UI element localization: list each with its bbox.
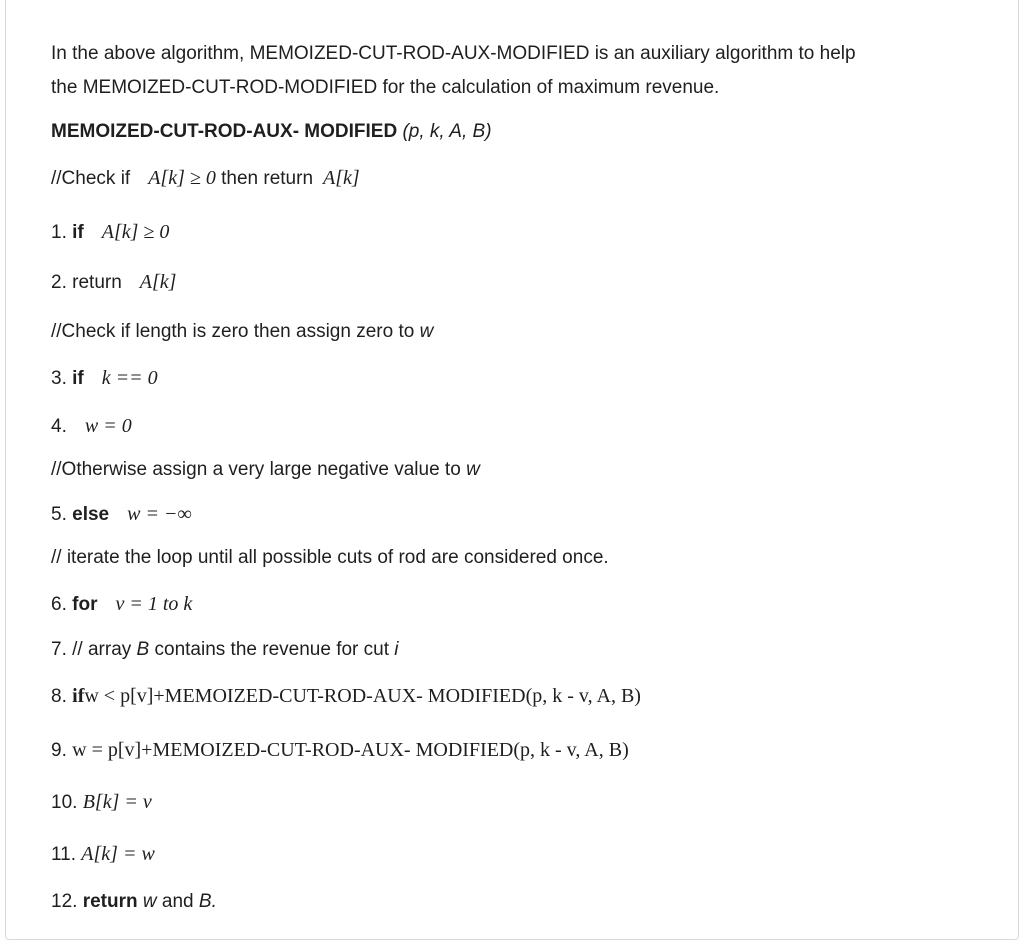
algorithm-heading	[51, 120, 492, 144]
step-number: 5.	[51, 504, 67, 525]
math-expr: B[k] = v	[82, 791, 152, 813]
return-var: B.	[198, 891, 217, 912]
step-12	[51, 890, 217, 914]
keyword: if	[72, 368, 84, 389]
comment-check-length	[51, 320, 433, 344]
step-11	[51, 842, 155, 867]
math-expr: A[k]	[323, 167, 360, 189]
comment-text: //Otherwise assign a very large negative value to	[51, 459, 461, 480]
math-expr: A[k] = w	[81, 843, 155, 865]
comment-text: contains the revenue for cut	[154, 639, 389, 660]
math-expr: w < p[v]+MEMOIZED-CUT-ROD-AUX- MODIFIED(p, k - v, A, B)	[84, 685, 641, 707]
math-expr: w = p[v]+MEMOIZED-CUT-ROD-AUX- MODIFIED(p, k - v, A, B)	[72, 739, 629, 761]
keyword: return	[82, 891, 138, 912]
math-expr: w = −∞	[127, 503, 192, 525]
keyword: return	[72, 272, 122, 293]
step-9	[51, 738, 629, 763]
comment-otherwise	[51, 458, 480, 482]
comment-iterate: // iterate the loop until all possible cuts of rod are considered once.	[51, 547, 609, 568]
intro-line-1: In the above algorithm, MEMOIZED-CUT-ROD-AUX-MODIFIED is an auxiliary algorithm to help	[51, 43, 856, 64]
comment-var: w	[419, 321, 434, 342]
algorithm-params: (p, k, A, B)	[402, 121, 492, 142]
step-5	[51, 502, 192, 527]
step-7	[51, 638, 399, 662]
step-number: 2.	[51, 272, 67, 293]
return-var: w	[142, 891, 157, 912]
step-number: 1.	[51, 222, 67, 243]
comment-text: then return	[221, 168, 314, 189]
step-2	[51, 270, 176, 295]
math-expr: v = 1 to k	[115, 593, 193, 615]
comment-check-memo	[51, 166, 360, 191]
comment-var: B	[136, 639, 150, 660]
step-number: 9.	[51, 740, 67, 761]
comment-var: i	[394, 639, 399, 660]
step-1	[51, 220, 169, 245]
comment-text: //Check if	[51, 168, 131, 189]
step-number: 10.	[51, 792, 78, 813]
step-number: 7.	[51, 639, 67, 660]
keyword: if	[72, 222, 84, 243]
step-6	[51, 592, 192, 617]
step-number: 6.	[51, 594, 67, 615]
step-3	[51, 366, 158, 391]
comment-text: // array	[72, 639, 132, 660]
step-number: 12.	[51, 891, 78, 912]
keyword: for	[72, 594, 98, 615]
step-8	[51, 684, 641, 709]
comment-text: and	[161, 891, 194, 912]
intro-line-2: the MEMOIZED-CUT-ROD-MODIFIED for the calculation of maximum revenue.	[51, 77, 720, 98]
step-number: 8.	[51, 686, 67, 707]
math-expr: k == 0	[101, 367, 158, 389]
step-number: 3.	[51, 368, 67, 389]
math-expr: w = 0	[84, 415, 132, 437]
step-4	[51, 414, 132, 439]
comment-text: //Check if length is zero then assign zero to	[51, 321, 415, 342]
math-expr: A[k] ≥ 0	[101, 221, 170, 243]
keyword: if	[72, 685, 85, 707]
step-10	[51, 790, 152, 815]
step-number: 11.	[51, 844, 77, 865]
math-expr: A[k]	[139, 271, 177, 293]
algorithm-name: MEMOIZED-CUT-ROD-AUX- MODIFIED	[51, 121, 398, 142]
comment-var: w	[466, 459, 480, 480]
step-number: 4.	[51, 416, 67, 437]
math-expr: A[k] ≥ 0	[148, 167, 216, 189]
keyword: else	[72, 504, 110, 525]
